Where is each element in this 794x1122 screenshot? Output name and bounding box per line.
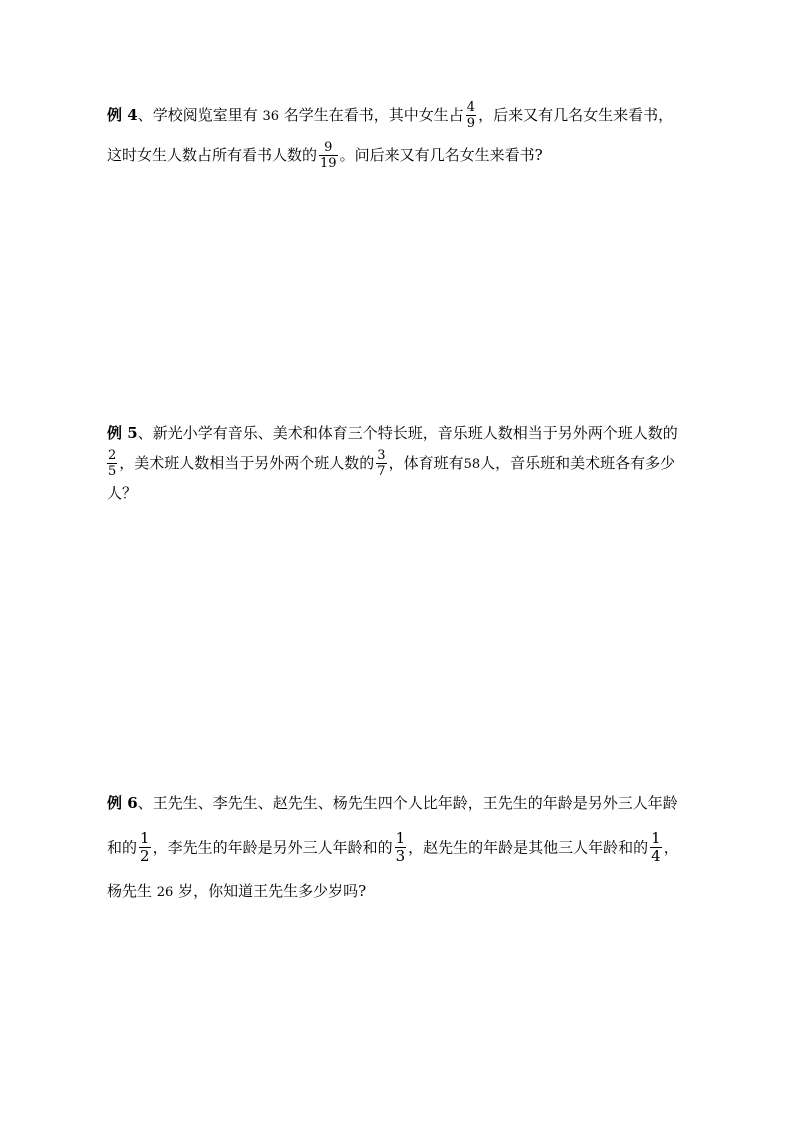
problem-6-label: 例 6	[107, 794, 138, 812]
problem-5-number-58: 58	[463, 457, 481, 472]
fraction-9-19	[319, 141, 338, 170]
problem-5-line-2	[107, 448, 675, 478]
fraction-denominator: 9	[466, 115, 476, 131]
fraction-1-2	[139, 831, 151, 864]
problem-4-label: 例 4	[107, 106, 138, 124]
fraction-3-7	[376, 449, 386, 478]
fraction-denominator: 2	[140, 847, 150, 865]
fraction-2-5	[107, 449, 117, 478]
problem-6-text-1a: 王先生、李先生、赵先生、杨先生四个人比年龄，王先生的年龄是另外三人年龄	[152, 794, 678, 812]
problem-5-line-1	[107, 418, 678, 448]
fraction-1-3	[395, 831, 407, 864]
fraction-denominator: 5	[108, 463, 117, 479]
problem-6-line-2	[107, 829, 679, 865]
problem-4-text-2b: 。问后来又有几名女生来看书?	[339, 146, 543, 164]
problem-4-line-2	[107, 140, 543, 170]
problem-5-separator: 、	[137, 424, 153, 442]
fraction-numerator: 1	[395, 829, 406, 847]
problem-6-text-2b: ，李先生的年龄是另外三人年龄和的	[152, 838, 393, 857]
problem-4-line-1	[107, 100, 673, 130]
fraction-numerator: 1	[651, 829, 661, 847]
fraction-1-4	[650, 831, 662, 864]
problem-4-text-1b: 名学生在看书，其中女生占	[279, 106, 464, 124]
problem-4-text-1c: ，后来又有几名女生来看书，	[478, 106, 674, 124]
problem-6-text-2a: 和的	[107, 838, 138, 857]
problem-6-number-26: 26	[156, 885, 174, 900]
fraction-denominator: 19	[320, 155, 337, 171]
fraction-numerator: 3	[377, 447, 386, 463]
problem-5-label: 例 5	[107, 424, 138, 442]
problem-5-text-3a: 人？	[107, 484, 138, 502]
problem-6-text-3a: 杨先生	[107, 882, 157, 900]
problem-5-line-3	[107, 478, 137, 508]
problem-5-text-2a: ，美术班人数相当于另外两个班人数的	[119, 454, 375, 472]
fraction-numerator: 2	[108, 447, 117, 463]
fraction-numerator: 1	[140, 829, 150, 847]
problem-6-text-2c: ，赵先生的年龄是其他三人年龄和的	[408, 838, 649, 857]
problem-6-separator: 、	[137, 794, 153, 812]
problem-5-text-2b: ，体育班有	[388, 454, 464, 472]
problem-4-text-2a: 这时女生人数占所有看书人数的	[107, 146, 318, 164]
fraction-4-9	[466, 101, 476, 130]
problem-6-line-1	[107, 788, 678, 818]
fraction-numerator: 9	[319, 141, 338, 156]
problem-4-text-1a: 学校阅览室里有	[152, 106, 263, 124]
problem-6-text-3b: 岁，你知道王先生多少岁吗?	[173, 882, 367, 900]
problem-6-text-2d: ，	[663, 838, 679, 857]
fraction-denominator: 7	[377, 463, 386, 479]
problem-5-text-2c: 人，音乐班和美术班各有多少	[480, 454, 676, 472]
fraction-denominator: 4	[651, 847, 661, 865]
problem-6-line-3	[107, 876, 366, 906]
problem-4-number-36: 36	[262, 109, 280, 124]
fraction-denominator: 3	[395, 847, 406, 865]
problem-5-text-1a: 新光小学有音乐、美术和体育三个特长班，音乐班人数相当于另外两个班人数的	[152, 424, 678, 442]
fraction-numerator: 4	[466, 99, 476, 115]
problem-4-separator: 、	[137, 106, 153, 124]
